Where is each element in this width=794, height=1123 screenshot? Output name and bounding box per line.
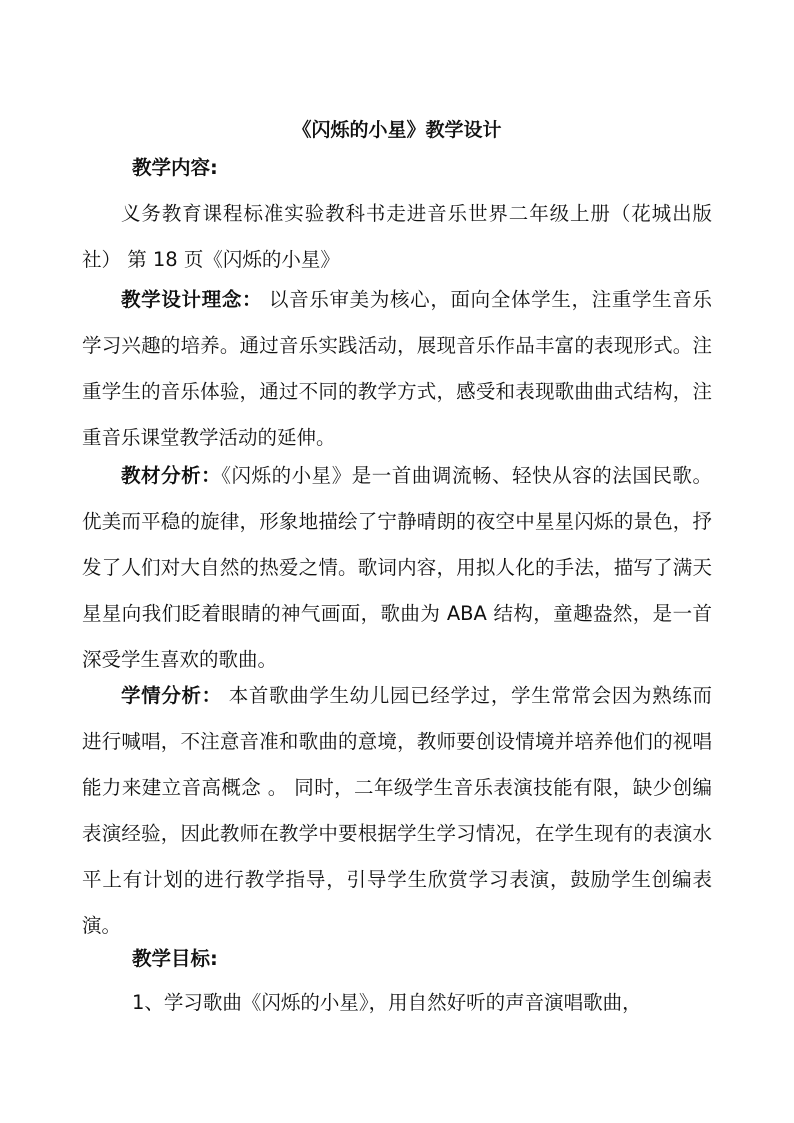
goal-item-1: 1、学习歌曲《闪烁的小星》，用自然好听的声音演唱歌曲， bbox=[132, 991, 642, 1014]
document-title: 《闪烁的小星》教学设计 bbox=[292, 119, 502, 141]
content-heading: 教学内容: bbox=[132, 156, 218, 179]
design-label: 教学设计理念： bbox=[121, 288, 263, 311]
design-paragraph bbox=[82, 277, 712, 461]
content-paragraph: 义务教育课程标准实验教科书走进音乐世界二年级上册（花城出版社） 第 18 页《闪烁的小星》 bbox=[82, 202, 712, 271]
student-label: 学情分析： bbox=[121, 684, 222, 707]
material-paragraph bbox=[82, 453, 712, 683]
goals-heading: 教学目标: bbox=[132, 947, 218, 970]
material-label: 教材分析： bbox=[121, 464, 222, 487]
student-text: 本首歌曲学生幼儿园已经学过，学生常常会因为熟练而进行喊唱，不注意音准和歌曲的意境，教师要创设情境并培养他们的视唱能力来建立音高概念 。 同时，二年级学生音乐表演技能有限，缺少创编表演经验，因此教师在教学中要根据学生学习情况，在学生现有的表演水平上有计划的进行教学指导，引导学生欣赏学习表演，鼓励学生创编表演。 bbox=[82, 684, 712, 937]
student-paragraph bbox=[82, 673, 712, 949]
material-text: 《闪烁的小星》是一首曲调流畅、轻快从容的法国民歌。优美而平稳的旋律，形象地描绘了宁静晴朗的夜空中星星闪烁的景色，抒发了人们对大自然的热爱之情。歌词内容，用拟人化的手法，描写了满天星星向我们眨着眼睛的神气画面，歌曲为 ABA 结构，童趣盎然，是一首深受学生喜欢的歌曲。 bbox=[82, 464, 712, 671]
design-text: 以音乐审美为核心，面向全体学生，注重学生音乐学习兴趣的培养。通过音乐实践活动，展现音乐作品丰富的表现形式。注重学生的音乐体验，通过不同的教学方式，感受和表现歌曲曲式结构，注重音乐课堂教学活动的延伸。 bbox=[82, 288, 712, 449]
